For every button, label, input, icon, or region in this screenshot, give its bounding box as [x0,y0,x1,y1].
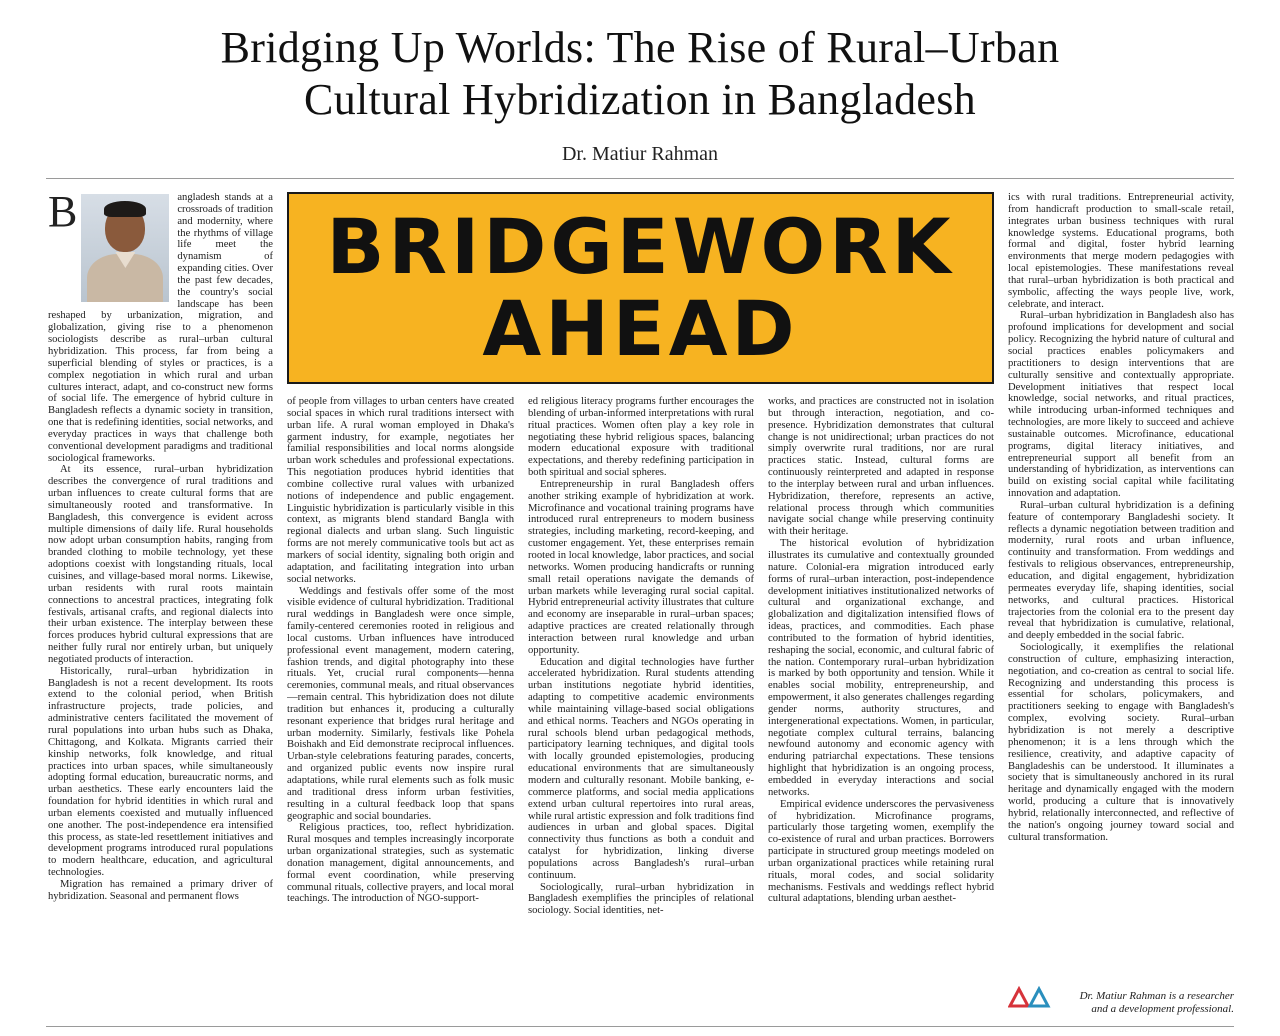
paragraph: works, and practices are constructed not in isolation but through interaction, negotiation, and co-presence. Hybridization demonstrates that cultural change is not unidirectional; urban practices do not simply overwrite rural traditions, nor are rural practices static. Instead, cultural forms are continuously reinterpreted and adapted in response to the interplay between rural and urban influences. Hybridization, therefore, represents an active, relational process through which communities navigate social change while preserving continuity with their heritage. [768,396,994,538]
column-1 [48,192,273,1020]
paragraph: Entrepreneurship in rural Bangladesh offers another striking example of hybridization at work. Microfinance and vocational training programs have introduced rural entrepreneurs to modern business strategies, including marketing, record-keeping, and customer engagement. Yet, these enterprises remain rooted in local knowledge, labor practices, and social networks. Women producing handicrafts or running small retail operations navigate the demands of urban markets while leveraging rural social capital. Hybrid entrepreneurial activity illustrates that culture and economy are inseparable in rural–urban spaces; adaptive practices are created relationally through interaction between rural knowledge and urban opportunity. [528,478,754,656]
column-5 [1008,192,1234,974]
top-divider [46,178,1234,179]
paragraph: Sociologically, rural–urban hybridization in Bangladesh exemplifies the principles of relational sociology. Social identities, net- [528,881,754,917]
author-portrait [81,194,169,302]
paragraph: Migration has remained a primary driver of hybridization. Seasonal and permanent flows [48,878,273,902]
headline [0,22,1280,126]
sign-line-2: AHEAD [482,284,799,373]
author-byline: Dr. Matiur Rahman [561,143,719,165]
sign-line-1: BRIDGEWORK [326,202,955,291]
bottom-divider [46,1026,1234,1027]
paragraph: At its essence, rural–urban hybridization describes the convergence of rural traditions and urban influences to create cultural forms that are simultaneously rooted and transformative. In Bangladesh, this convergence is evident across multiple dimensions of daily life. Rural households now adopt urban consumption habits, ranging from branded clothing to mobile technology, yet these adoptions coexist with longstanding rituals, local cuisines, and village-based moral norms. Likewise, urban residents with rural roots maintain connections to ancestral practices, integrating folk festivals, artisanal crafts, and regional dialects into their urban existence. The interplay between these forces produces hybrid cultural expressions that are neither fully rural nor entirely urban, but uniquely negotiated products of interaction. [48,464,273,665]
paragraph: Weddings and festivals offer some of the most visible evidence of cultural hybridization. Traditional rural weddings in Bangladesh were once simple, family-centered ceremonies rooted in religious and local customs. Urban influences have introduced professional event management, modern catering, fashion trends, and digital photography into these rituals. Yet, crucial rural components—henna ceremonies, communal meals, and ritual observances—remain central. This hybridization does not dilute tradition but enhances it, producing a culturally resonant experience that bridges rural heritage and urban modernity. Similarly, festivals like Pohela Boishakh and Eid demonstrate reciprocal influences. Urban-style celebrations featuring parades, concerts, and organized public events now inspire rural adaptations, while rural elements such as folk music and traditional dress inform urban festivities, resulting in a cultural feedback loop that spans geographic and social boundaries. [287,585,514,822]
headline-line-1: Bridging Up Worlds: The Rise of Rural–Urban [220,23,1060,72]
headline-line-2: Cultural Hybridization in Bangladesh [304,75,976,124]
paragraph: Historically, rural–urban hybridization in Bangladesh is not a recent development. Its roots extend to the colonial period, when British infrastructure projects, trade policies, and administrative centers facilitated the movement of rural populations into urban hubs such as Dhaka, Chittagong, and Kolkata. Migrants carried their kinship networks, folk knowledge, and ritual practices into urban spaces, while simultaneously adopting formal education, bureaucratic norms, and urban aesthetics. These early encounters laid the foundation for hybrid identities in which rural and urban elements coexisted and mutually influenced one another. The post-independence era intensified this process, as state-led resettlement initiatives and development programs introduced rural populations to modern healthcare, education, and agricultural technologies. [48,665,273,879]
paragraph: Rural–urban hybridization in Bangladesh also has profound implications for development and social policy. Recognizing the hybrid nature of cultural and social practices enables policymakers and practitioners to design interventions that are culturally sensitive and contextually appropriate. Development initiatives that respect local knowledge, social networks, and ritual practices, while introducing urban-informed techniques and technologies, are more likely to succeed and achieve sustainable outcomes. Microfinance, educational programs, digital literacy initiatives, and entrepreneurial support all benefit from an understanding of hybridization, as interventions can build on existing social capital while facilitating innovation and adaptation. [1008,310,1234,500]
paragraph: The historical evolution of hybridization illustrates its cumulative and contextually grounded nature. Colonial-era migration introduced early forms of rural–urban interaction, post-independence development initiatives institutionalized networks of cultural and organizational exchange, and globalization and digitalization intensified flows of ideas, practices, and commodities. Each phase contributed to the formation of hybrid identities, reshaping the social, economic, and cultural fabric of the nation. Contemporary rural–urban hybridization is marked by both opportunity and tension. While it enables social mobility, entrepreneurship, and empowerment, it also generates challenges regarding gender norms, authority structures, and intergenerational expectations. Women, in particular, negotiate complex cultural terrains, balancing newfound autonomy and economic agency with enduring patriarchal expectations. These tensions highlight that hybridization is an ongoing process, embedded in everyday interactions and social networks. [768,538,994,798]
author-credit [1056,990,1234,1016]
paragraph: Rural–urban cultural hybridization is a defining feature of contemporary Bangladeshi society. It reflects a dynamic negotiation between tradition and modernity, rural roots and urban influence, continuity and transformation. From weddings and festivals to religious observances, entrepreneurship, education, and digital engagement, hybridization permeates everyday life, shaping identities, social networks, and cultural practices. Historical trajectories from the colonial era to the present day reveal that hybridization is cumulative, relational, and deeply embedded in the social fabric. [1008,499,1234,642]
bridgework-ahead-sign-image [287,192,994,384]
paragraph: of people from villages to urban centers have created social spaces in which rural traditions intersect with urban life. A rural woman employed in Dhaka's garment industry, for example, negotiates her familial responsibilities and local norms alongside urban work schedules and professional expectations. This negotiation produces hybrid identities that combine collective rural values with urbanized notions of independence and public engagement. Linguistic hybridization is particularly visible in this context, as migrants blend standard Bangla with regional dialects and urban slang. Such linguistic forms are not merely communicative tools but act as markers of social identity, signaling both origin and adaptation, and facilitating integration into urban social networks. [287,396,514,585]
paragraph: Education and digital technologies have further accelerated hybridization. Rural students attending urban institutions negotiate hybrid identities, adapting to competitive academic environments while maintaining village-based social obligations and ethical norms. Teachers and NGOs operating in rural schools blend urban pedagogical methods, participatory learning techniques, and digital tools with locally grounded epistemologies, producing educational environments that are simultaneously modern and culturally resonant. Mobile banking, e-commerce platforms, and social media applications extend urban cultural repertoires into rural areas, while rural artistic expression and folk traditions find audiences in urban and global spaces. Digital connectivity thus functions as both a conduit and catalyst for hybridization, linking diverse populations across Bangladesh's rural–urban continuum. [528,656,754,881]
paragraph: ed religious literacy programs further encourages the blending of urban-informed interpretations with rural ritual practices. Women often play a key role in negotiating these hybrid religious spaces, balancing modern educational exposure with traditional expectations, and thereby redefining participation in both spiritual and social spheres. [528,396,754,479]
paragraph: Empirical evidence underscores the pervasiveness of hybridization. Microfinance programs, particularly those targeting women, exemplify the co-existence of rural and urban practices. Borrowers participate in structured group meetings modeled on urban organizational practices while retaining rural rituals, moral codes, and social solidarity mechanisms. Festivals and weddings reflect hybrid cultural adaptations, blending urban aesthet- [768,798,994,905]
drop-cap: B [48,192,78,236]
paragraph: ics with rural traditions. Entrepreneurial activity, from handicraft production to small-scale retail, integrates urban business techniques with rural knowledge systems. Educational programs, both formal and digital, foster hybrid learning environments that merge modern pedagogies with local epistemologies. These manifestations reveal that rural–urban hybridization is both practical and symbolic, affecting the ways people live, work, celebrate, and interact. [1008,192,1234,310]
column-2 [287,396,514,1020]
column-4 [768,396,994,1020]
paragraph: Religious practices, too, reflect hybridization. Rural mosques and temples increasingly incorporate urban organizational strategies, such as systematic donation management, digital announcements, and formal event coordination, while preserving communal rituals, collective prayers, and local moral teachings. The introduction of NGO-support- [287,822,514,905]
paragraph: Sociologically, it exemplifies the relational construction of culture, emphasizing interaction, negotiation, and co-creation as central to social life. Recognizing and understanding this process is essential for scholars, policymakers, and practitioners seeking to engage with Bangladesh's complex, evolving society. Rural–urban hybridization is not merely a descriptive phenomenon; it is a lens through which the resilience, creativity, and adaptive capacity of Bangladeshis can be understood. It illuminates a society that is simultaneously anchored in its rural heritage and dynamically engaged with the modern world, producing a culture that is innovatively hybrid, relationally interconnected, and reflective of the nation's ongoing journey toward social and cultural transformation. [1008,642,1234,843]
paragraph [48,192,273,464]
credit-line-2: and a development professional. [1091,1003,1234,1015]
paragraph-text: angladesh stands at a crossroads of tradition and modernity, where the rhythms of village life meet the dynamism of expanding cities. Over the past few decades, the country's social landscape has been reshaped by urbanization, migration, and globalization, giving rise to a phenomenon sociologists describe as rural–urban cultural hybridization. This process, far from being a superficial blending of styles or practices, is a complex negotiation in which rural and urban cultures interact, adapt, and co-construct new forms of social life. The emergence of hybrid culture in Bangladesh reflects a dynamic society in transition, one that is redefining identities, social networks, and everyday practices in ways that challenge both conventional development paradigms and traditional sociological frameworks. [48,192,273,464]
triangle-logo-icon [1008,986,1052,1008]
credit-line-1: Dr. Matiur Rahman is a researcher [1079,990,1234,1002]
column-3 [528,396,754,1020]
